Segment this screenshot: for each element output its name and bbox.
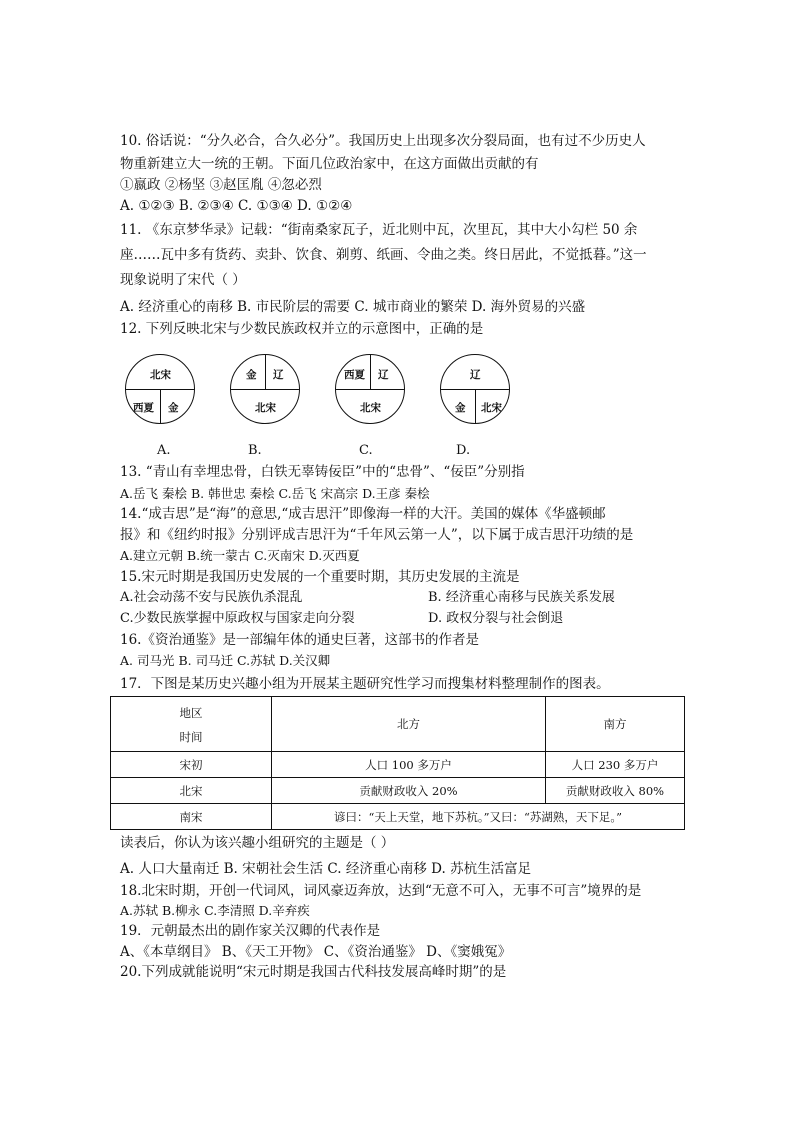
diagram-a-top: 北宋	[150, 369, 171, 381]
q20-line1: 20.下列成就能说明“宋元时期是我国古代科技发展高峰时期”的是	[120, 964, 507, 980]
q15-option-d: D. 政权分裂与社会倒退	[428, 611, 564, 626]
q15-option-b: B. 经济重心南移与民族关系发展	[428, 590, 615, 605]
table-corner-cell	[111, 697, 272, 752]
diagram-c-tr: 辽	[378, 369, 389, 381]
diagram-b-bottom: 北宋	[255, 402, 276, 414]
table-corner-bottom: 时间	[179, 730, 203, 744]
table-cell-period: 宋初	[111, 752, 272, 778]
table-cell-north: 人口 100 多万户	[272, 752, 546, 778]
q14-line2: 报》和《纽约时报》分别评成吉思汗为“千年风云第一人”，以下属于成吉思汗功绩的是	[120, 527, 634, 543]
q13-options: A.岳飞 秦桧 B. 韩世忠 秦桧 C.岳飞 宋高宗 D.王彦 秦桧	[120, 486, 430, 501]
table-header-south: 南方	[546, 697, 685, 752]
q11-options: A. 经济重心的南移 B. 市民阶层的需要 C. 城市商业的繁荣 D. 海外贸易的兴盛	[120, 299, 586, 315]
q16-line1: 16.《资治通鉴》是一部编年体的通史巨著，这部书的作者是	[120, 632, 479, 648]
diagram-d	[440, 354, 510, 424]
q14-line1: 14.“成吉思”是“海”的意思,“成吉思汗”即像海一样的大汗。美国的媒体《华盛顿邮	[120, 506, 606, 522]
table-cell-north: 贡献财政收入 20%	[272, 778, 546, 804]
diagram-d-label: D.	[456, 443, 471, 458]
diagram-c-tl: 西夏	[344, 369, 365, 381]
q18-options: A.苏轼 B.柳永 C.李清照 D.辛弃疾	[120, 903, 310, 918]
q10-options: A. ①②③ B. ②③④ C. ①③④ D. ①②④	[120, 198, 353, 214]
diagram-d-bl: 金	[455, 402, 466, 414]
q15-option-a: A.社会动荡不安与民族仇杀混乱	[120, 590, 303, 605]
q19-options: A、《本草纲目》 B、《天工开物》 C、《资治通鉴》 D、《窦娥冤》	[120, 944, 512, 960]
table-cell-merged: 谚曰：“天上天堂，地下苏杭。”又曰：“苏湖熟，天下足。”	[272, 804, 685, 830]
table-cell-period: 南宋	[111, 804, 272, 830]
q15-option-c: C.少数民族掌握中原政权与国家走向分裂	[120, 611, 355, 626]
diagram-c	[335, 354, 405, 424]
q17-options: A. 人口大量南迁 B. 宋朝社会生活 C. 经济重心南移 D. 苏杭生活富足	[120, 861, 532, 877]
q11-line1: 11. 《东京梦华录》记载：“街南桑家瓦子，近北则中瓦，次里瓦，其中大小勾栏 50 余	[120, 222, 638, 238]
table-row	[111, 752, 685, 778]
q13-line1: 13. “青山有幸埋忠骨，白铁无辜铸佞臣”中的“忠骨”、“佞臣”分别指	[120, 464, 525, 480]
diagram-a-bl: 西夏	[133, 402, 154, 414]
q11-line2: 座……瓦中多有货药、卖卦、饮食、剃剪、纸画、令曲之类。终日居此，不觉抵暮。”这一	[120, 247, 647, 263]
diagram-d-br: 北宋	[481, 402, 502, 414]
q16-options: A. 司马光 B. 司马迁 C.苏轼 D.关汉卿	[120, 653, 331, 668]
diagram-c-bottom: 北宋	[360, 402, 381, 414]
q11-line3: 现象说明了宋代（ ）	[120, 272, 246, 288]
table-cell-south: 人口 230 多万户	[546, 752, 685, 778]
q17-line2: 读表后，你认为该兴趣小组研究的主题是（ ）	[120, 835, 395, 851]
table-cell-south: 贡献财政收入 80%	[546, 778, 685, 804]
table-row	[111, 804, 685, 830]
diagram-b-tl: 金	[246, 369, 257, 381]
q10-items: ①嬴政 ②杨坚 ③赵匡胤 ④忽必烈	[120, 177, 322, 193]
table-corner-top: 地区	[179, 706, 203, 720]
q17-table	[110, 696, 685, 830]
diagram-c-label: C.	[359, 443, 373, 458]
q18-line1: 18.北宋时期，开创一代词风，词风豪迈奔放，达到“无意不可入，无事不可言”境界的是	[120, 883, 642, 899]
q10-line2: 物重新建立大一统的王朝。下面几位政治家中，在这方面做出贡献的有	[120, 156, 539, 172]
diagram-a-label: A.	[157, 443, 171, 458]
table-header-north: 北方	[272, 697, 546, 752]
table-row	[111, 778, 685, 804]
diagram-b-label: B.	[248, 443, 262, 458]
diagram-d-top: 辽	[470, 369, 481, 381]
diagram-a	[125, 354, 195, 424]
table-cell-period: 北宋	[111, 778, 272, 804]
q17-line1: 17．下图是某历史兴趣小组为开展某主题研究性学习而搜集材料整理制作的图表。	[120, 676, 610, 692]
diagram-b-tr: 辽	[273, 369, 284, 381]
q12-line1: 12. 下列反映北宋与少数民族政权并立的示意图中，正确的是	[120, 321, 484, 337]
diagram-b	[230, 354, 300, 424]
q10-line1: 10. 俗话说：“分久必合，合久必分”。我国历史上出现多次分裂局面，也有过不少历史人	[120, 133, 646, 149]
q19-line1: 19．元朝最杰出的剧作家关汉卿的代表作是	[120, 923, 381, 939]
q14-options: A.建立元朝 B.统一蒙古 C.灭南宋 D.灭西夏	[120, 548, 360, 563]
diagram-a-br: 金	[168, 402, 179, 414]
q15-line1: 15.宋元时期是我国历史发展的一个重要时期，其历史发展的主流是	[120, 569, 520, 585]
